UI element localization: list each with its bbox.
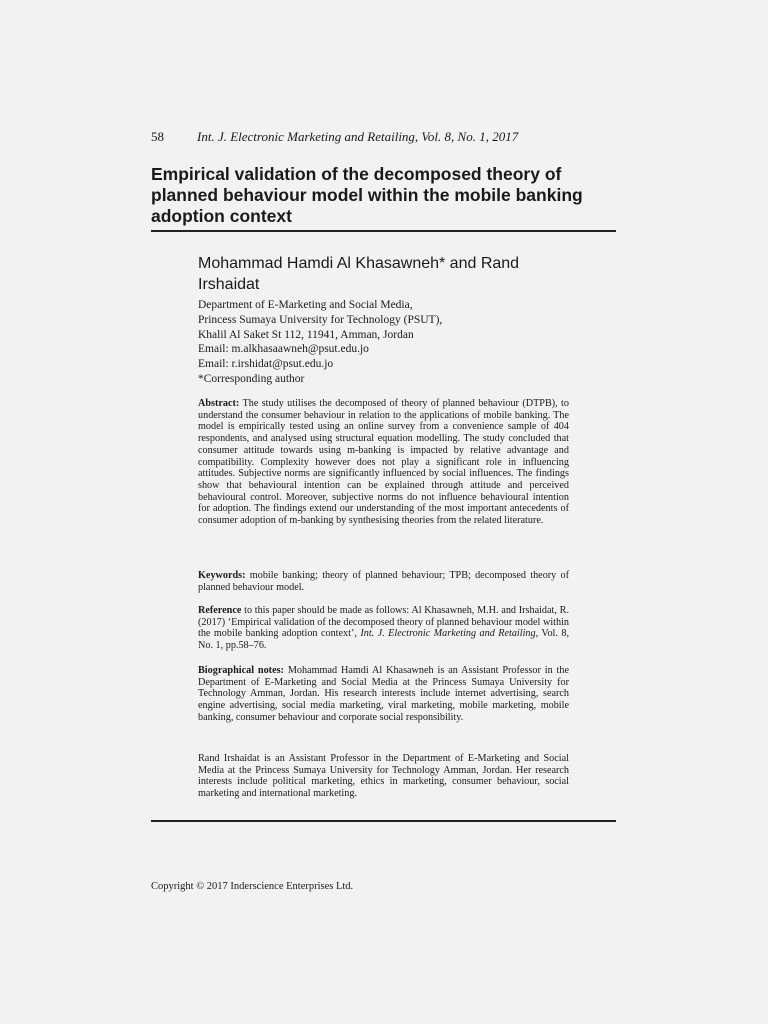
running-header [151,129,518,145]
reference-volume: , Vol. 8, No. 1, pp.58–76. [198,628,570,652]
page-number: 58 [151,129,164,144]
affiliation-university: Princess Sumaya University for Technology (PSUT), [198,313,443,326]
paper-title: Empirical validation of the decomposed theory of planned behaviour model within the mobile banking adoption context [151,164,583,226]
abstract-label: Abstract: [198,398,240,409]
reference-text: to this paper should be made as follows: Al Khasawneh, M.H. and Irshaidat, R. (2017) ‘Empirical validation of the decomposed theory of planned behaviour model within the mobile banking adoption context’, [198,605,569,640]
abstract-text: The study utilises the decomposed of theory of planned behaviour (DTPB), to understand the consumer behaviour in relation to the applications of mobile banking. The model is empirically tested using an online survey from a convenience sample of 404 respondents, and analysed using structural equation modelling. The study concluded that consumer attitude towards using m-banking is impacted by relative advantage and compatibility. Complexity however does not play a significant role in influencing attitudes. Subjective norms are significantly influenced by social influences. The findings show that behavioural intention can be explained through attitude and perceived behavioural control. Moreover, subjective norms do not influence behavioural intention for adoption. The findings extend our understanding of the most important antecedents of consumer adoption of m-banking by synthesising theories from the related literature. [198,398,569,527]
bio-author-2: Rand Irshaidat is an Assistant Professor in the Department of E-Marketing and Social Media at the Princess Sumaya University for Technology Amman, Jordan. Her research interests include political marketing, ethics in marketing, consumer behaviour, social marketing and international marketing. [198,753,569,800]
reference-journal: Int. J. Electronic Marketing and Retailing [360,628,536,640]
affiliation-department: Department of E-Marketing and Social Media, [198,299,413,311]
journal-citation: Int. J. Electronic Marketing and Retailing, Vol. 8, No. 1, 2017 [197,129,519,144]
bio-author-1: Mohammad Hamdi Al Khasawneh is an Assistant Professor in the Department of E-Marketing and Social Media at the Princess Sumaya University for Technology Amman, Jordan. His research interests include internet advertising, search engine advertising, social media marketing, viral marketing, mobile marketing, mobile banking, consumer behaviour and corporate social responsibility. [198,665,570,723]
biographical-notes [198,665,569,724]
author-names: Mohammad Hamdi Al Khasawneh* and Rand Irshaidat [198,255,520,293]
abstract [198,398,569,527]
footer-divider [151,820,616,822]
copyright-notice: Copyright © 2017 Inderscience Enterprises Ltd. [151,881,354,892]
keywords [198,570,569,593]
affiliation-email-2: Email: r.irshidat@psut.edu.jo [198,358,334,371]
keywords-text: mobile banking; theory of planned behaviour; TPB; decomposed theory of planned behaviour model. [198,570,569,593]
affiliation-email-1: Email: m.alkhasaawneh@psut.edu.jo [198,343,369,356]
title-divider [151,230,616,232]
keywords-label: Keywords: [198,570,246,581]
reference-label: Reference [198,605,242,616]
affiliation-address: Khalil Al Saket St 112, 11941, Amman, Jordan [198,328,414,341]
reference-note [198,605,569,652]
affiliation-block [198,298,569,387]
corresponding-author-note: *Corresponding author [198,372,305,385]
bio-label: Biographical notes: [198,665,284,676]
